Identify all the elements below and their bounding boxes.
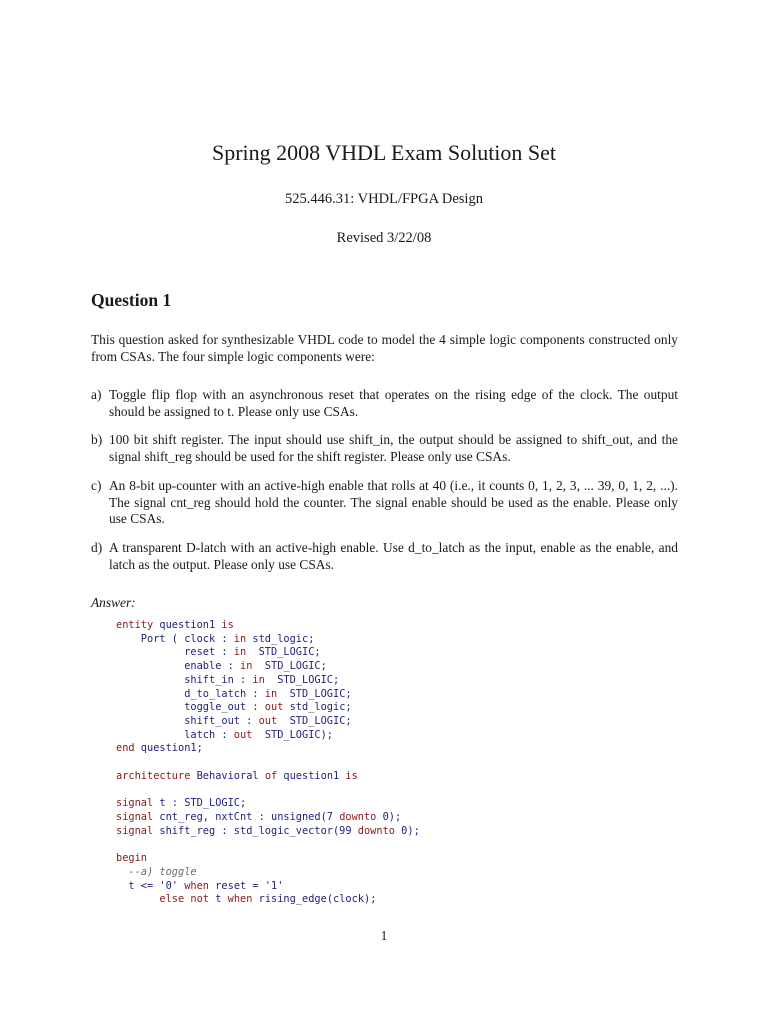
- code-line: [116, 852, 147, 864]
- code-line: [116, 715, 352, 727]
- question-item-c: [91, 478, 678, 528]
- code-text: shift_out :: [116, 715, 259, 728]
- vhdl-code-listing: [116, 619, 420, 907]
- code-keyword: out: [233, 728, 253, 741]
- code-text: shift_in :: [116, 673, 253, 686]
- code-keyword: downto: [357, 824, 395, 837]
- code-text: STD_LOGIC;: [264, 673, 340, 686]
- code-line: [116, 674, 339, 686]
- code-keyword: end: [116, 742, 135, 755]
- code-line: [116, 825, 420, 837]
- code-text: std_logic;: [283, 701, 352, 714]
- code-line: [116, 893, 376, 905]
- code-line: [116, 688, 352, 700]
- question-heading: Question 1: [91, 290, 172, 310]
- code-text: reset = '1': [209, 879, 284, 892]
- paper-title: Spring 2008 VHDL Exam Solution Set: [211, 140, 557, 165]
- code-text: Behavioral: [190, 769, 265, 782]
- code-text: t <= '0': [116, 879, 185, 892]
- code-line: [116, 701, 352, 713]
- code-keyword: entity: [116, 619, 154, 631]
- code-keyword: else not: [159, 893, 210, 906]
- code-line: [116, 619, 234, 631]
- code-text: Port ( clock :: [116, 632, 234, 645]
- code-keyword: in: [252, 673, 265, 686]
- code-keyword: is: [345, 769, 358, 782]
- code-text: question1: [277, 769, 346, 782]
- question-intro: This question asked for synthesizable VHDL code to model the 4 simple logic components constructed only from CSAs. The four simple logic components were:: [91, 332, 678, 364]
- code-keyword: signal: [116, 824, 154, 837]
- code-keyword: in: [233, 632, 247, 645]
- code-text: shift_reg : std_logic_vector(99: [153, 824, 358, 837]
- code-keyword: architecture: [116, 769, 191, 782]
- code-text: 0);: [376, 811, 402, 824]
- code-keyword: out: [258, 715, 278, 728]
- code-text: toggle_out :: [116, 701, 265, 714]
- code-keyword: is: [221, 619, 234, 631]
- code-text: latch :: [116, 728, 234, 741]
- code-text: STD_LOGIC;: [252, 660, 327, 673]
- code-text: 0);: [394, 824, 420, 837]
- revision-date: Revised 3/22/08: [336, 230, 432, 246]
- code-line: [116, 770, 358, 782]
- item-label: d): [91, 540, 103, 555]
- code-line: [116, 646, 321, 658]
- code-text: question1;: [134, 742, 203, 755]
- code-keyword: in: [240, 660, 253, 673]
- code-text: enable :: [116, 660, 240, 673]
- code-keyword: downto: [339, 811, 377, 824]
- code-keyword: in: [264, 687, 278, 700]
- code-keyword: out: [264, 701, 284, 714]
- code-keyword: in: [233, 646, 247, 659]
- code-text: rising_edge(clock);: [252, 893, 377, 906]
- code-text: reset :: [116, 646, 234, 659]
- code-text: d_to_latch :: [116, 687, 265, 700]
- page-number: 1: [380, 928, 388, 943]
- code-line: [116, 811, 401, 823]
- code-keyword: of: [264, 769, 278, 782]
- course-subtitle: 525.446.31: VHDL/FPGA Design: [285, 191, 483, 207]
- code-line: [116, 866, 197, 878]
- code-keyword: when: [184, 879, 210, 892]
- item-text: Toggle flip flop with an asynchronous reset that operates on the rising edge of the clock. The output should be assigned to t. Please only use CSAs.: [109, 387, 678, 419]
- item-text: An 8-bit up-counter with an active-high enable that rolls at 40 (i.e., it counts 0, 1, 2, 3, ... 39, 0, 1, 2, ...). The signal cnt_reg should hold the counter. The signal enable should be used as the enable. Please only use CSAs.: [109, 478, 678, 526]
- code-keyword: signal: [116, 797, 154, 810]
- code-text: question1: [153, 619, 222, 631]
- answer-label: Answer:: [91, 595, 136, 610]
- code-line: [116, 729, 333, 741]
- code-text: STD_LOGIC;: [277, 715, 352, 728]
- code-keyword: begin: [116, 852, 147, 865]
- code-line: [116, 660, 327, 672]
- code-text: STD_LOGIC;: [246, 646, 321, 659]
- code-comment: --a) toggle: [116, 865, 197, 878]
- item-label: a): [91, 387, 102, 402]
- item-text: A transparent D-latch with an active-high enable. Use d_to_latch as the input, enable as the enable, and latch as the output. Please only use CSAs.: [109, 540, 678, 572]
- code-line: [116, 880, 283, 892]
- question-item-a: [91, 387, 678, 420]
- question-item-b: [91, 432, 678, 465]
- item-text: 100 bit shift register. The input should use shift_in, the output should be assigned to shift_out, and the signal shift_reg should be used for the shift register. Please only use CSAs.: [109, 432, 678, 464]
- code-text: cnt_reg, nxtCnt : unsigned(7: [153, 811, 340, 824]
- code-line: [116, 797, 246, 809]
- code-text: [116, 893, 159, 905]
- code-keyword: when: [227, 893, 253, 906]
- code-text: STD_LOGIC;: [277, 687, 352, 700]
- item-label: b): [91, 432, 103, 447]
- code-text: t: [209, 893, 228, 906]
- code-text: t : STD_LOGIC;: [153, 797, 247, 810]
- code-line: [116, 633, 314, 645]
- code-line: [116, 742, 203, 754]
- code-text: std_logic;: [246, 632, 315, 645]
- code-keyword: signal: [116, 811, 154, 824]
- item-label: c): [91, 478, 102, 493]
- code-text: STD_LOGIC);: [252, 728, 333, 741]
- question-item-d: [91, 540, 678, 573]
